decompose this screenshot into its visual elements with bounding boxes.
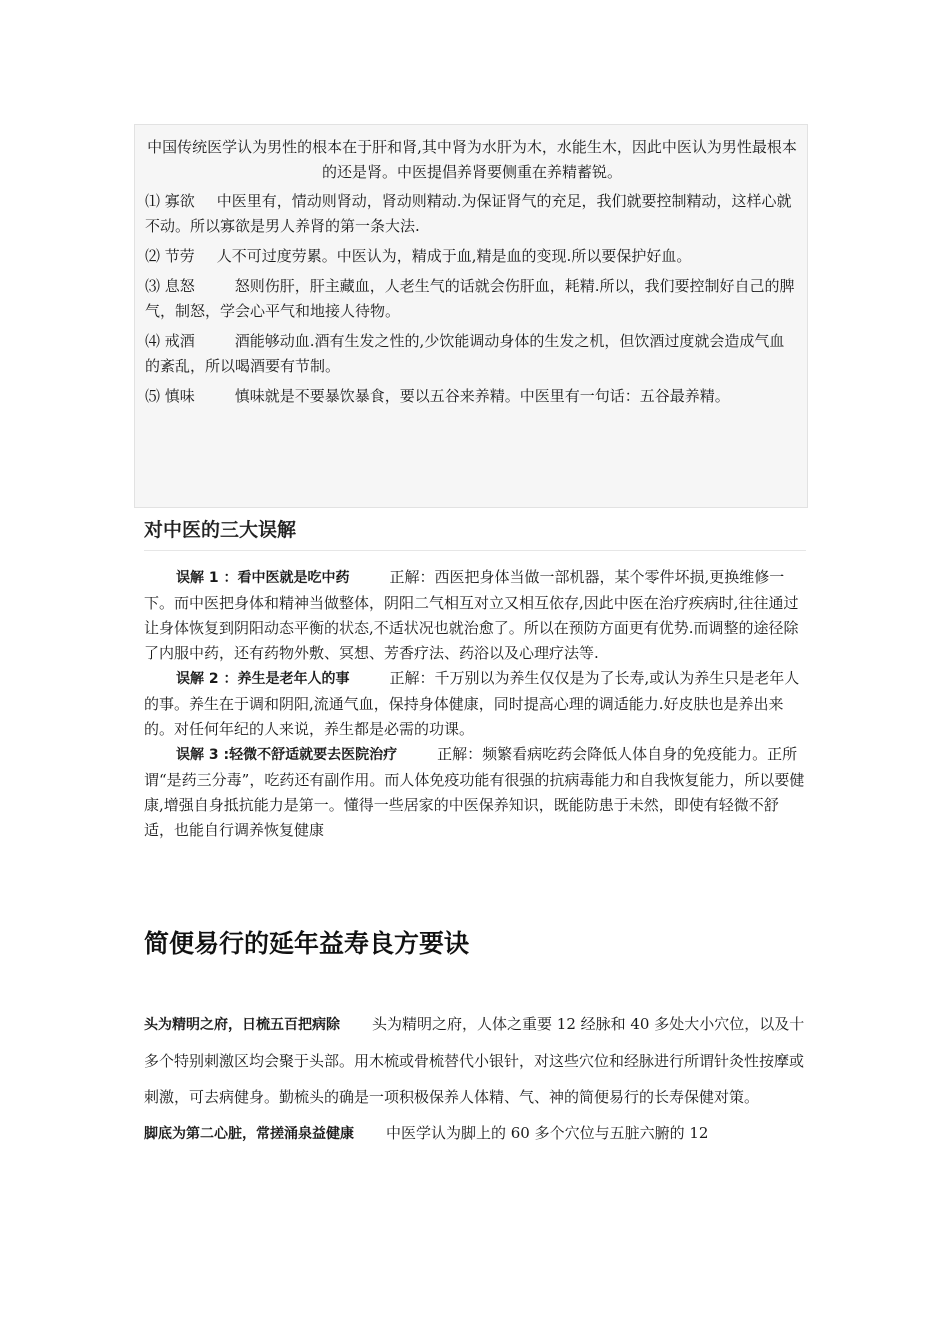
box-item-text: 酒能够动血.酒有生发之性的,少饮能调动身体的生发之机，但饮酒过度就会造成气血的紊乱，所以喝酒要有节制。	[145, 332, 785, 375]
section1-body	[144, 565, 806, 843]
misconception-text: 正解：西医把身体当做一部机器，某个零件坏损,更换维修一下。而中医把身体和精神当做整体，阴阳二气相互对立又相互依存,因此中医在治疗疾病时,往往通过让身体恢复到阴阳动态平衡的状态,不适状况也就治愈了。所以在预防方面更有优势.而调整的途径除了内服中药，还有药物外敷、冥想、芳香疗法、药浴以及心理疗法等.	[144, 568, 799, 662]
box-intro: 中国传统医学认为男性的根本在于肝和肾,其中肾为水肝为木，水能生木，因此中医认为男性最根本的还是肾。中医提倡养肾要侧重在养精蓄锐。	[147, 138, 797, 181]
section2-title: 简便易行的延年益寿良方要诀	[144, 929, 470, 958]
misconception-paragraph	[144, 742, 806, 843]
box-item	[145, 329, 799, 379]
misconception-paragraph	[144, 666, 806, 742]
tip-heading: 头为精明之府，日梳五百把病除	[144, 1017, 340, 1033]
box-item-text: 中医里有，情动则肾动，肾动则精动.为保证肾气的充足，我们就要控制精动，这样心就不动。所以寡欲是男人养肾的第一条大法.	[145, 192, 792, 235]
tip-paragraph	[144, 1115, 806, 1152]
box-item	[145, 244, 799, 269]
box-item-label: ⑶ 息怒	[145, 277, 195, 295]
misconception-text: 正解：千万别以为养生仅仅是为了长寿,或认为养生只是老年人的事。养生在于调和阴阳,流通气血，保持身体健康，同时提高心理的调适能力.好皮肤也是养出来的。对任何年纪的人来说，养生都是必需的功课。	[144, 669, 800, 738]
tip-heading: 脚底为第二心脏，常搓涌泉益健康	[144, 1126, 354, 1142]
misconception-heading: 误解 1 ：看中医就是吃中药	[176, 570, 350, 586]
misconception-heading: 误解 3 :轻微不舒适就要去医院治疗	[176, 747, 398, 763]
box-item	[145, 274, 799, 324]
kidney-care-box	[134, 124, 808, 508]
section2-body	[144, 1006, 806, 1152]
box-item	[145, 384, 799, 409]
tip-text: 头为精明之府，人体之重要 12 经脉和 40 多处大小穴位，以及十多个特别刺激区均会聚于头部。用木梳或骨梳替代小银针，对这些穴位和经脉进行所谓针灸性按摩或刺激，可去病健身。勤梳头的确是一项积极保养人体精、气、神的简便易行的长寿保健对策。	[144, 1015, 805, 1106]
box-item-text: 怒则伤肝，肝主藏血，人老生气的话就会伤肝血，耗精.所以，我们要控制好自己的脾气，制怒，学会心平气和地接人待物。	[145, 277, 795, 320]
box-item-label: ⑷ 戒酒	[145, 332, 195, 350]
box-item-text: 人不可过度劳累。中医认为，精成于血,精是血的变现.所以要保护好血。	[216, 247, 692, 265]
tip-paragraph	[144, 1006, 806, 1115]
box-item-label: ⑸ 慎味	[145, 387, 195, 405]
box-item-label: ⑵ 节劳	[145, 247, 195, 265]
misconception-heading: 误解 2 ：养生是老年人的事	[176, 671, 350, 687]
box-item	[145, 189, 799, 239]
misconception-paragraph	[144, 565, 806, 666]
tip-text: 中医学认为脚上的 60 多个穴位与五脏六腑的 12	[386, 1124, 709, 1142]
section1-title: 对中医的三大误解	[144, 516, 806, 551]
box-item-text: 慎味就是不要暴饮暴食，要以五谷来养精。中医里有一句话：五谷最养精。	[234, 387, 730, 405]
box-item-label: ⑴ 寡欲	[145, 192, 195, 210]
misconception-text: 正解：频繁看病吃药会降低人体自身的免疫能力。正所谓“是药三分毒”，吃药还有副作用。而人体免疫功能有很强的抗病毒能力和自我恢复能力，所以要健康,增强自身抵抗能力是第一。懂得一些居家的中医保养知识，既能防患于未然，即使有轻微不舒适，也能自行调养恢复健康	[144, 745, 805, 839]
